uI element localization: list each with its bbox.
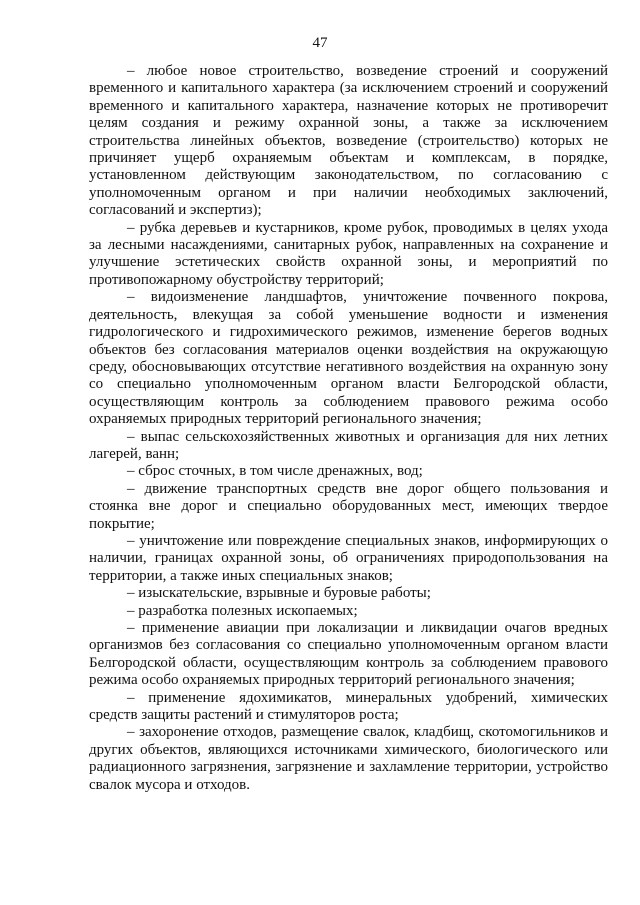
paragraph-mining-ban: – разработка полезных ископаемых; bbox=[127, 602, 358, 619]
paragraph-construction-ban: – любое новое строительство, возведение строений и сооружений временного и капитального характера (за исключением строений и сооружений временного и капитального характера, назначение которых не противоречит целям создания и режиму охранной зоны, а также за исключением строительства линейных объектов, возведение (строительство) которых не причиняет ущерб охраняемым объектам и комплексам, в порядке, установленном действующим законодательством, по согласованию с уполномоченным органом и при наличии необходимых заключений, согласований и экспертиз); bbox=[89, 63, 608, 219]
paragraph-vehicle-ban: – движение транспортных средств вне дорог общего пользования и стоянка вне дорог и специально оборудованных мест, имеющих твердое покрытие; bbox=[89, 480, 608, 532]
paragraph-aviation-ban: – применение авиации при локализации и ликвидации очагов вредных организмов без согласования со специально уполномоченным органом власти Белгородской области, осуществляющим контроль за соблюдением правового режима особо охраняемых природных территорий регионального значения; bbox=[89, 620, 608, 689]
body-text bbox=[89, 63, 608, 794]
paragraph-chemicals-ban: – применение ядохимикатов, минеральных удобрений, химических средств защиты растений и стимуляторов роста; bbox=[89, 689, 608, 724]
paragraph-landscape-change-ban: – видоизменение ландшафтов, уничтожение почвенного покрова, деятельность, влекущая за собой уменьшение водности и изменения гидрологического и гидрохимического режимов, изменение берегов водных объектов без согласования материалов оценки воздействия на окружающую среду, обосновывающих отсутствие негативного воздействия на охранную зону со специально уполномоченным органом власти Белгородской области, осуществляющим контроль за соблюдением правового режима особо охраняемых природных территорий регионального значения; bbox=[89, 289, 608, 428]
page-number: 47 bbox=[312, 35, 328, 51]
paragraph-wastewater-ban: – сброс сточных, в том числе дренажных, вод; bbox=[127, 463, 423, 480]
paragraph-waste-disposal-ban: – захоронение отходов, размещение свалок, кладбищ, скотомогильников и других объектов, являющихся источниками химического, биологического или радиационного загрязнения, загрязнение и захламление территории, устройство свалок мусора и отходов. bbox=[89, 724, 608, 793]
paragraph-drilling-ban: – изыскательские, взрывные и буровые работы; bbox=[127, 585, 431, 602]
paragraph-tree-felling-ban: – рубка деревьев и кустарников, кроме рубок, проводимых в целях ухода за лесными насаждениями, санитарных рубок, направленных на сохранение и улучшение эстетических свойств охранной зоны, и мероприятий по противопожарному обустройству территорий; bbox=[89, 219, 608, 288]
paragraph-grazing-ban: – выпас сельскохозяйственных животных и организация для них летних лагерей, ванн; bbox=[89, 428, 608, 462]
paragraph-signs-damage-ban: – уничтожение или повреждение специальных знаков, информирующих о наличии, границах охранной зоны, об ограничениях природопользования на территории, а также иных специальных знаков; bbox=[89, 532, 608, 584]
